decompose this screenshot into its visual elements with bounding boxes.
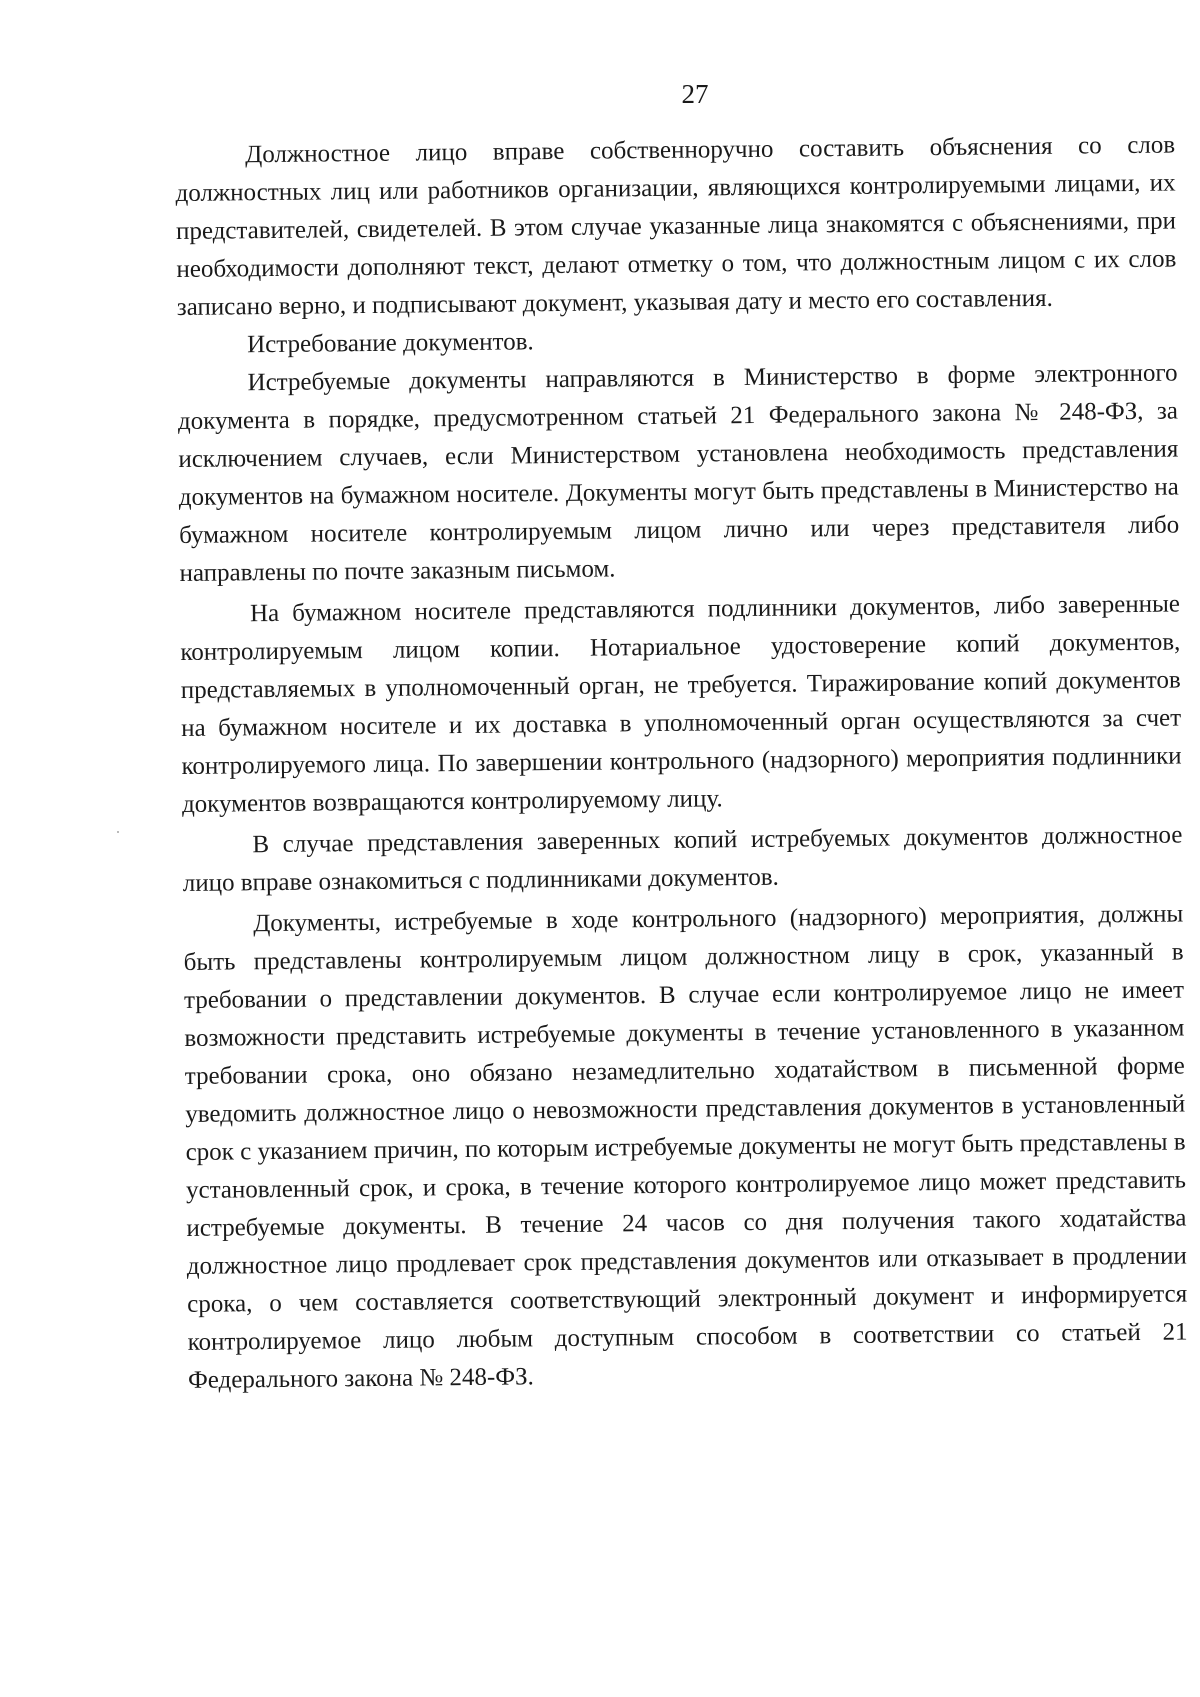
page-number: 27 xyxy=(681,79,709,109)
paragraph-electronic-documents: Истребуемые документы направляются в Министерство в форме электронного документа в порядке, предусмотренном статьей 21 Федерального закона № 248-ФЗ, за исключением случаев, если Министерством установлена необходимость представления документов на бумажном носителе. Документы могут быть представлены в Министерство на бумажном носителе контролируемым лицом лично или через представителя либо направлены по почте заказным письмом. xyxy=(177,359,1180,587)
paragraph-section-heading: Истребование документов. xyxy=(247,328,534,359)
paragraph-certified-copies: В случае представления заверенных копий истребуемых документов должностное лицо вправе ознакомиться с подлинниками документов. xyxy=(182,821,1183,897)
paragraph-explanations: Должностное лицо вправе собственноручно составить объяснения со слов должностных лиц или работников организации, являющихся контролируемыми лицами, их представителей, свидетелей. В этом случае указанные лица знакомятся с объяснениями, при необходимости дополняют текст, делают отметку о том, что должностным лицом с их слов записано верно, и подписывают документ, указывая дату и место его составления. xyxy=(175,131,1177,321)
scan-speck xyxy=(117,831,119,833)
document-body xyxy=(175,127,1188,1400)
paragraph-submission-deadline: Документы, истребуемые в ходе контрольного (надзорного) мероприятия, должны быть представлены контролируемым лицом должностном лицу в срок, указанный в требовании о представлении документов. В случае если контролируемое лицо не имеет возможности представить истребуемые документы в течение установленного в указанном требовании срока, оно обязано незамедлительно ходатайством в письменной форме уведомить должностное лицо о невозможности представления документов в установленный срок с указанием причин, по которым истребуемые документы не могут быть представлены в установленный срок, и срока, в течение которого контролируемое лицо может представить истребуемые документы. В течение 24 часов со дня получения такого ходатайства должностное лицо продлевает срок представления документов или отказывает в продлении срока, о чем составляется соответствующий электронный документ и информируется контролируемое лицо любым доступным способом в соответствии со статьей 21 Федерального закона № 248-ФЗ. xyxy=(183,900,1188,1394)
paragraph-paper-originals: На бумажном носителе представляются подлинники документов, либо заверенные контролируемым лицом копии. Нотариальное удостоверение копий документов, представляемых в уполномоченный орган, не требуется. Тиражирование копий документов на бумажном носителе и их доставка в уполномоченный орган осуществляются за счет контролируемого лица. По завершении контрольного (надзорного) мероприятия подлинники документов возвращаются контролируемому лицу. xyxy=(180,590,1182,818)
